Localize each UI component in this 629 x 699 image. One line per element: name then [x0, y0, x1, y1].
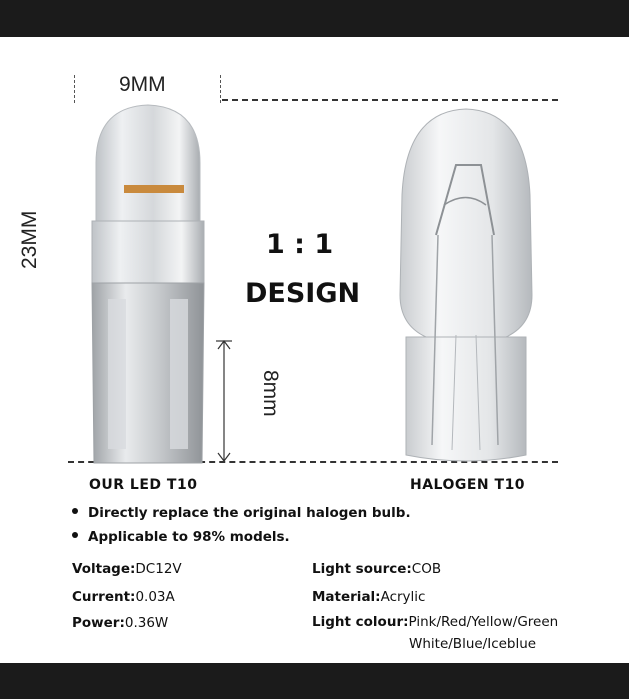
spec-light-source-label: Light source: [312, 561, 412, 577]
bullet-item [72, 529, 290, 545]
spec-current-value: 0.03A [135, 589, 175, 605]
spec-voltage [72, 561, 182, 577]
spec-light-colour-label: Light colour: [312, 614, 409, 630]
bullet-text: Directly replace the original halogen bulb. [88, 505, 411, 521]
spec-current-label: Current: [72, 589, 136, 605]
spec-light-colour-line2: White/Blue/Iceblue [409, 636, 537, 652]
led-chip [124, 185, 184, 193]
spec-material [312, 589, 425, 605]
led-bulb-illustration [78, 103, 228, 465]
bullet-text: Applicable to 98% models. [88, 529, 290, 545]
spec-light-source [312, 561, 441, 577]
spec-material-value: Acrylic [380, 589, 426, 605]
width-marker-left [74, 75, 75, 103]
bullet-item [72, 505, 411, 521]
product-infographic [0, 37, 629, 663]
spec-power-value: 0.36W [124, 615, 169, 631]
spec-voltage-value: DC12V [135, 561, 182, 577]
bullet-dot-icon [72, 532, 78, 538]
width-label: 9MM [119, 73, 166, 96]
spec-power [72, 615, 168, 631]
top-dashed-line [222, 99, 558, 101]
spec-light-source-value: COB [411, 561, 442, 577]
bullet-dot-icon [72, 508, 78, 514]
spec-power-label: Power: [72, 615, 125, 631]
base-height-label: 8mm [259, 370, 282, 417]
led-caption: OUR LED T10 [89, 477, 198, 493]
halogen-caption: HALOGEN T10 [410, 477, 526, 493]
spec-voltage-label: Voltage: [72, 561, 136, 577]
spec-light-colour-value-1: Pink/Red/Yellow/Green [408, 614, 559, 630]
base-height-arrow [212, 337, 236, 465]
spec-current [72, 589, 175, 605]
ratio-heading: 1 : 1 [266, 229, 334, 260]
design-heading: DESIGN [245, 278, 361, 309]
height-label: 23MM [18, 210, 41, 269]
halogen-bulb-illustration [386, 105, 546, 465]
spec-light-colour [312, 614, 558, 630]
spec-material-label: Material: [312, 589, 381, 605]
width-marker-right [220, 75, 221, 103]
